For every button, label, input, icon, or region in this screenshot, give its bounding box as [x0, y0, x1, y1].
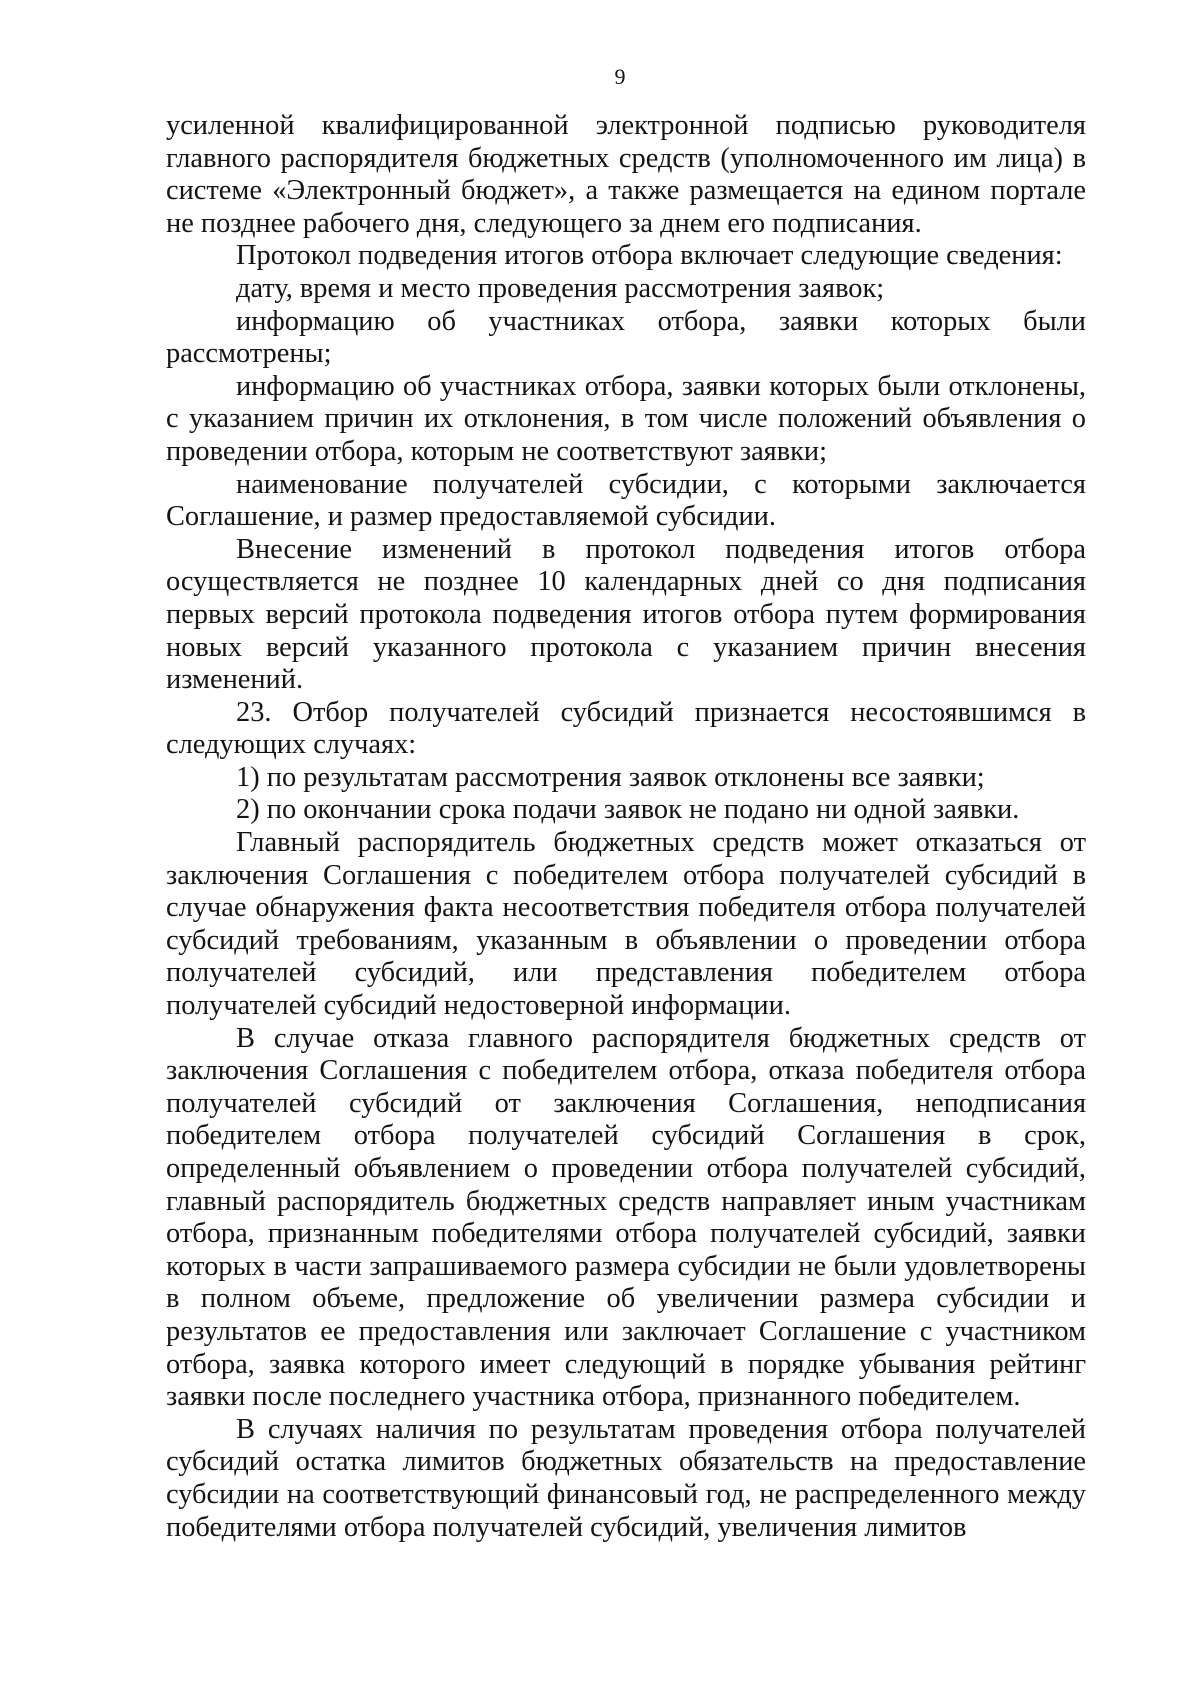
paragraph-date-time-place: дату, время и место проведения рассмотрения заявок; [236, 272, 885, 304]
paragraph-case-1: 1) по результатам рассмотрения заявок отклонены все заявки; [236, 761, 985, 793]
paragraph-remaining-limits: В случаях наличия по результатам проведения отбора получателей субсидий остатка лимитов бюджетных обязательств на предоставление субсидии на соответствующий финансовый год, не распределенного между победителями отбора получателей субсидий, увеличения лимитов [166, 1413, 1086, 1543]
paragraph-refusal-right: Главный распорядитель бюджетных средств может отказаться от заключения Соглашения с победителем отбора получателей субсидий в случае обнаружения факта несоответствия победителя отбора получателей субсидий требованиям, указанным в объявлении о проведении отбора получателей субсидий, или представления победителем отбора получателей субсидий недостоверной информации. [166, 827, 1086, 1022]
paragraph-protocol-changes: Внесение изменений в протокол подведения итогов отбора осуществляется не позднее 10 календарных дней со дня подписания первых версий протокола подведения итогов отбора путем формирования новых версий указанного протокола с указанием причин внесения изменений. [166, 533, 1086, 696]
paragraph-participants-reviewed: информацию об участниках отбора, заявки которых были рассмотрены; [166, 305, 1086, 370]
document-body [166, 110, 1086, 1544]
paragraph-participants-rejected: информацию об участниках отбора, заявки которых были отклонены, с указанием причин их отклонения, в том числе положений объявления о проведении отбора, которым не соответствуют заявки; [166, 370, 1086, 467]
page-number: 9 [614, 64, 626, 89]
paragraph-continuation: усиленной квалифицированной электронной подписью руководителя главного распорядителя бюджетных средств (уполномоченного им лица) в системе «Электронный бюджет», а также размещается на едином портале не позднее рабочего дня, следующего за днем его подписания. [166, 110, 1086, 239]
paragraph-case-2: 2) по окончании срока подачи заявок не подано ни одной заявки. [236, 794, 1020, 826]
paragraph-recipients-names: наименование получателей субсидии, с которыми заключается Соглашение, и размер предоставляемой субсидии. [166, 468, 1086, 533]
paragraph-protocol-contents: Протокол подведения итогов отбора включает следующие сведения: [236, 240, 1063, 272]
paragraph-item-23: 23. Отбор получателей субсидий признается несостоявшимся в следующих случаях: [166, 696, 1086, 761]
paragraph-refusal-case: В случае отказа главного распорядителя бюджетных средств от заключения Соглашения с победителем отбора, отказа победителя отбора получателей субсидий от заключения Соглашения, неподписания победителем отбора получателей субсидий Соглашения в срок, определенный объявлением о проведении отбора получателей субсидий, главный распорядитель бюджетных средств направляет иным участникам отбора, признанным победителями отбора получателей субсидий, заявки которых в части запрашиваемого размера субсидии не были удовлетворены в полном объеме, предложение об увеличении размера субсидии и результатов ее предоставления или заключает Соглашение с участником отбора, заявка которого имеет следующий в порядке убывания рейтинг заявки после последнего участника отбора, признанного победителем. [166, 1022, 1086, 1413]
